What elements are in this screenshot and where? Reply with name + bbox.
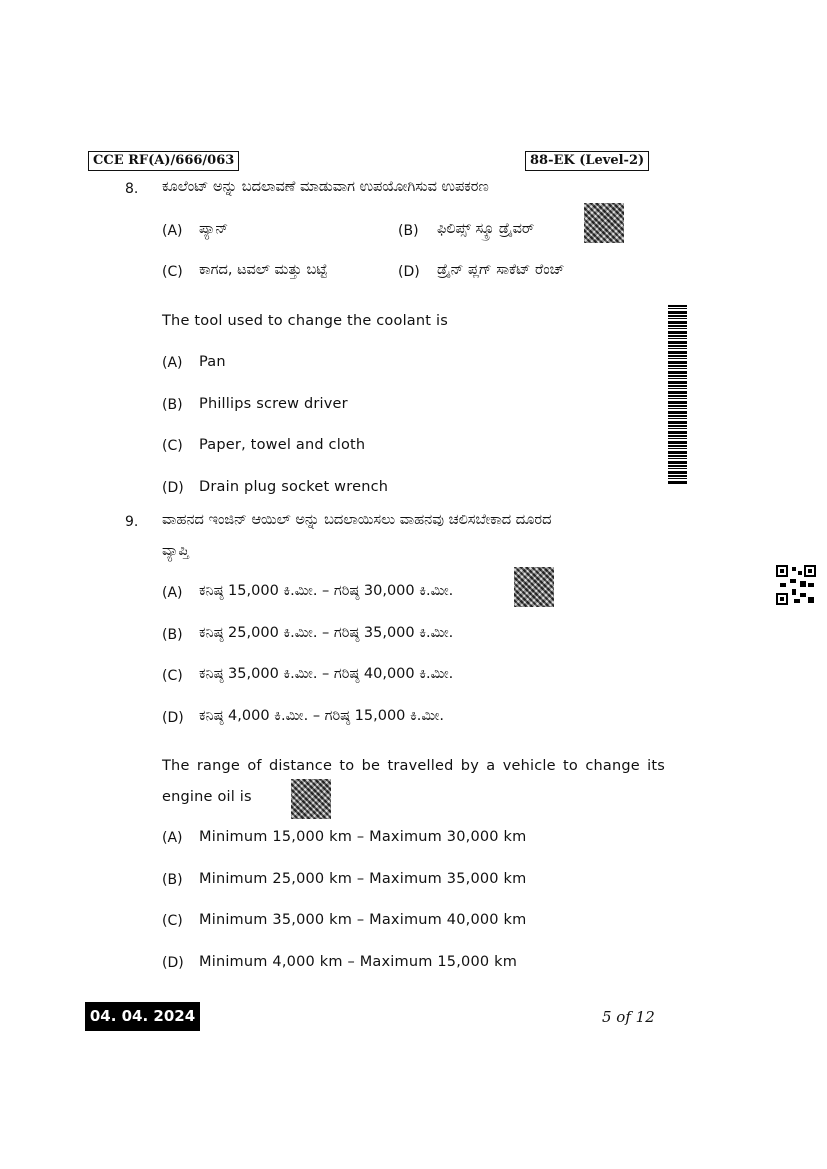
q9-kn-option-c-letter: (C) (162, 668, 183, 684)
q8-en-option-a-letter: (A) (162, 355, 183, 371)
q9-en-option-b-letter: (B) (162, 872, 183, 888)
q8-kn-option-b: ಫಿಲಿಪ್ಸ್ ಸ್ಕ್ರೂ ಡ್ರೈವರ್ (437, 221, 535, 237)
question-9-english-text-line1: The range of distance to be travelled by a vehicle to change its (162, 758, 666, 774)
q9-kn-option-d-letter: (D) (162, 710, 184, 726)
q9-en-option-c: Minimum 35,000 km – Maximum 40,000 km (199, 912, 527, 928)
q8-kn-option-c: ಕಾಗದ, ಟವಲ್ ಮತ್ತು ಬಟ್ಟೆ (199, 262, 328, 278)
q8-en-option-b: Phillips screw driver (199, 396, 348, 412)
question-8-kannada-text: ಕೂಲೆಂಟ್ ಅನ್ನು ಬದಲಾವಣೆ ಮಾಡುವಾಗ ಉಪಯೋಗಿಸುವ ಉಪಕರಣ (162, 179, 489, 195)
q8-en-option-b-letter: (B) (162, 397, 183, 413)
q9-en-option-b: Minimum 25,000 km – Maximum 35,000 km (199, 871, 527, 887)
q9-en-option-c-letter: (C) (162, 913, 183, 929)
q8-kn-option-a: ಪ್ಯಾನ್ (199, 221, 229, 237)
q9-kn-option-c: ಕನಿಷ್ಠ 35,000 ಕಿ.ಮೀ. – ಗರಿಷ್ಠ 40,000 ಕಿ.ಮೀ. (199, 666, 454, 682)
question-9-number: 9. (125, 514, 139, 530)
qr-code-icon (584, 203, 624, 243)
page-number: 5 of 12 (602, 1008, 655, 1026)
qr-code-icon (776, 565, 816, 605)
q8-en-option-d: Drain plug socket wrench (199, 479, 389, 495)
q9-kn-option-a-letter: (A) (162, 585, 183, 601)
question-9-kannada-text-line1: ವಾಹನದ ಇಂಜಿನ್ ಆಯಿಲ್ ಅನ್ನು ಬದಲಾಯಿಸಲು ವಾಹನವು ಚಲಿಸಬೇಕಾದ ದೂರದ (162, 512, 552, 528)
q9-kn-option-a: ಕನಿಷ್ಠ 15,000 ಕಿ.ಮೀ. – ಗರಿಷ್ಠ 30,000 ಕಿ.ಮೀ. (199, 583, 454, 599)
question-8-number: 8. (125, 181, 139, 197)
q8-en-option-a: Pan (199, 354, 226, 370)
q9-kn-option-b: ಕನಿಷ್ಠ 25,000 ಕಿ.ಮೀ. – ಗರಿಷ್ಠ 35,000 ಕಿ.ಮೀ. (199, 625, 454, 641)
q9-en-option-a: Minimum 15,000 km – Maximum 30,000 km (199, 829, 527, 845)
qr-code-icon (514, 567, 554, 607)
qr-code-icon (291, 779, 331, 819)
q8-en-option-d-letter: (D) (162, 480, 184, 496)
q9-kn-option-b-letter: (B) (162, 627, 183, 643)
subject-code: 88-EK (Level-2) (525, 151, 649, 171)
q8-kn-option-d-letter: (D) (398, 264, 420, 280)
question-9-english-text-line2: engine oil is (162, 789, 252, 805)
q9-en-option-d: Minimum 4,000 km – Maximum 15,000 km (199, 954, 518, 970)
q8-kn-option-c-letter: (C) (162, 264, 183, 280)
q8-kn-option-b-letter: (B) (398, 223, 419, 239)
barcode-icon (668, 305, 687, 485)
q9-kn-option-d: ಕನಿಷ್ಠ 4,000 ಕಿ.ಮೀ. – ಗರಿಷ್ಠ 15,000 ಕಿ.ಮೀ. (199, 708, 445, 724)
question-8-english-text: The tool used to change the coolant is (162, 313, 448, 329)
exam-date: 04. 04. 2024 (85, 1002, 200, 1031)
q8-kn-option-d: ಡ್ರೈನ್ ಪ್ಲಗ್ ಸಾಕೆಟ್ ರೆಂಚ್ (437, 262, 565, 278)
q9-en-option-d-letter: (D) (162, 955, 184, 971)
paper-code: CCE RF(A)/666/063 (88, 151, 239, 171)
q8-en-option-c: Paper, towel and cloth (199, 437, 366, 453)
q8-en-option-c-letter: (C) (162, 438, 183, 454)
q8-kn-option-a-letter: (A) (162, 223, 183, 239)
question-9-kannada-text-line2: ವ್ಯಾಪ್ತಿ (162, 543, 189, 559)
q9-en-option-a-letter: (A) (162, 830, 183, 846)
